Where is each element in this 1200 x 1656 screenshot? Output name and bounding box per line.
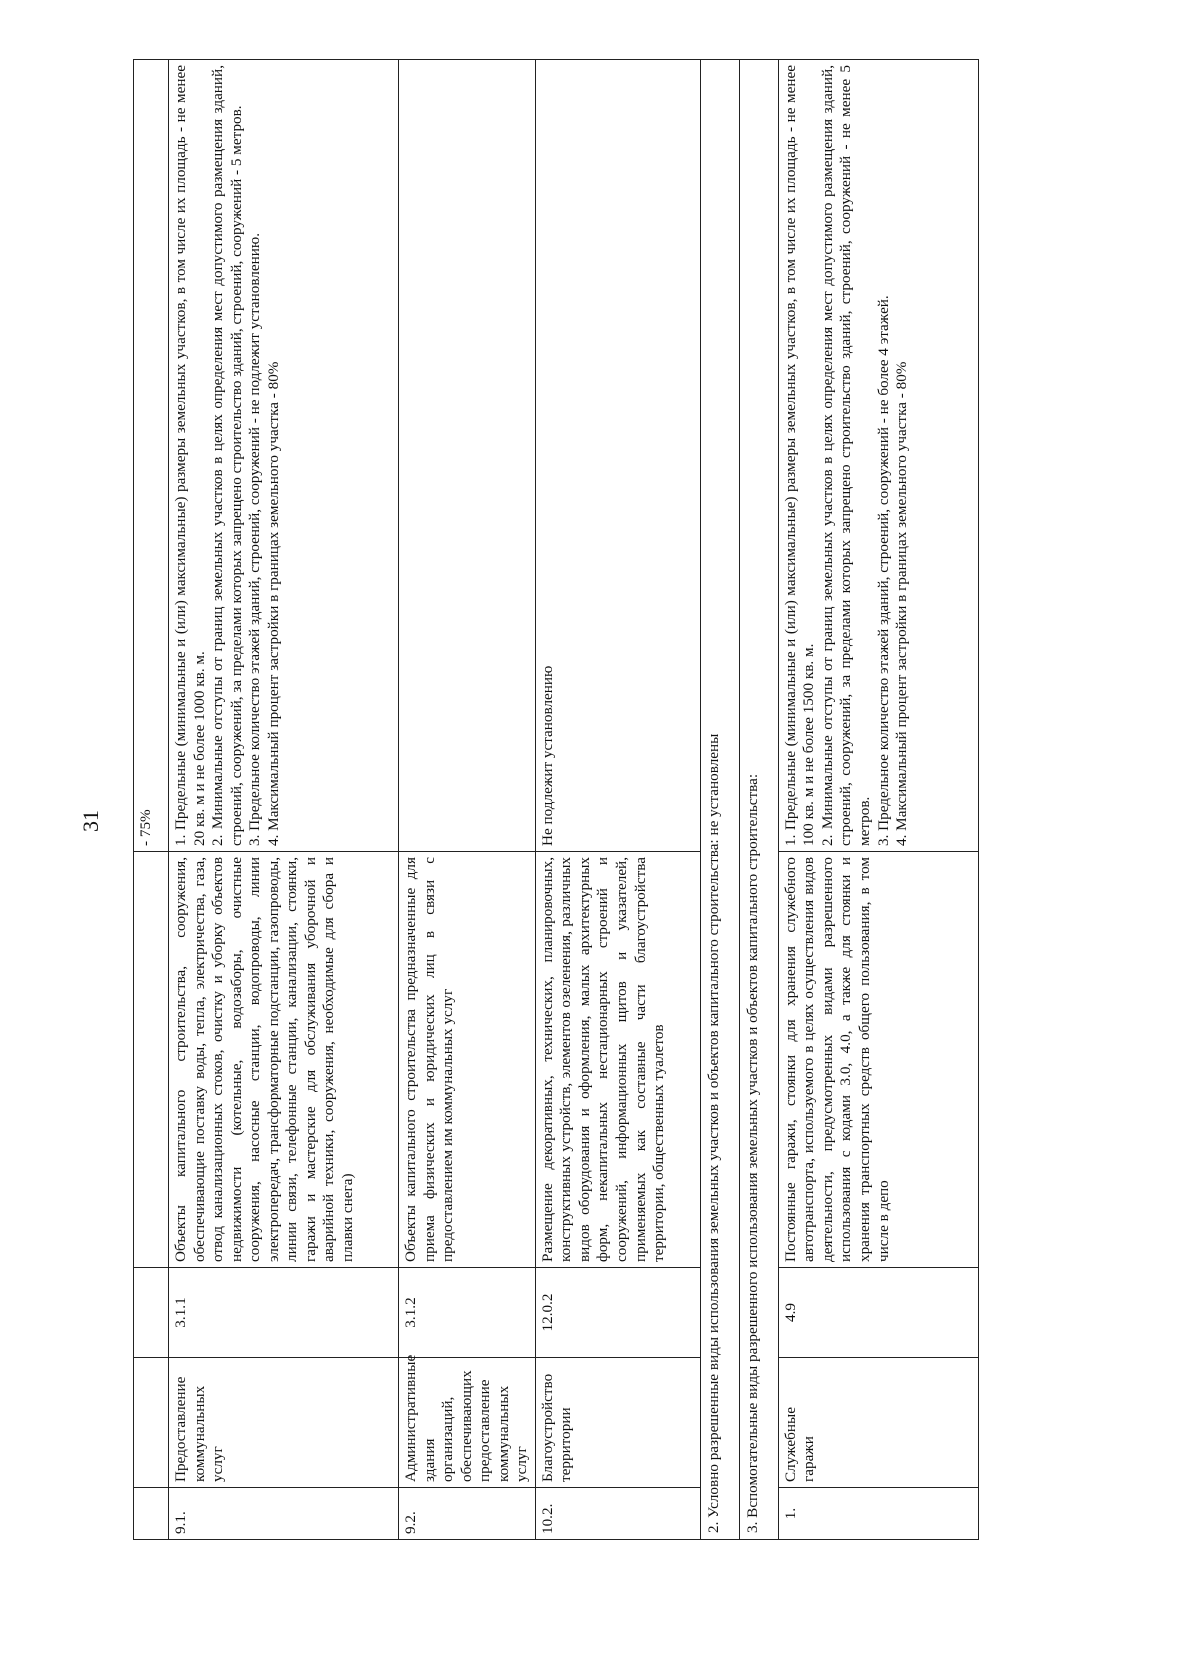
cell-code: 3.1.2 [399,1268,536,1358]
cell-name: Административные здания организаций, обеспечивающих предоставление коммунальных услуг [399,1358,536,1488]
land-use-table [133,59,979,1540]
table-row-continuation [134,60,169,1540]
cell-params: - 75% [134,60,169,852]
table-row [169,60,399,1540]
param-line: 2. Минимальные отступы от границ земельных участков в целях определения мест допустимого размещения зданий, строений, сооружений, за пределами которых запрещено строительство зданий, строений, сооружений - 5 метров. [209,65,245,846]
cell-params [169,60,399,852]
cell-num: 9.2. [399,1488,536,1540]
table-row [399,60,536,1540]
cell-name [134,1358,169,1488]
cell-code: 12.0.2 [535,1268,700,1358]
param-line: 4. Максимальный процент застройки в границах земельного участка - 80% [264,361,282,846]
section-2-heading: 2. Условно разрешенные виды использования земельных участков и объектов капитального строительства: не установлены [700,60,739,1540]
section-3-heading: 3. Вспомогательные виды разрешенного использования земельных участков и объектов капитального строительства: [739,60,778,1540]
cell-num [134,1488,169,1540]
rotated-page-content [133,60,1068,1540]
param-line: 1. Предельные (минимальные и (или) максимальные) размеры земельных участков, в том числе их площадь - не менее 100 кв. м и не более 1500 кв. м. [781,65,818,846]
cell-params [778,60,978,852]
cell-num: 1. [778,1488,978,1540]
cell-num: 9.1. [169,1488,399,1540]
cell-description: Постоянные гаражи, стоянки для хранения служебного автотранспорта, используемого в целях осуществления видов деятельности, предусмотренных видами разрешенного использования с кодами 3.0, 4.0, а также для стоянки и хранения транспортных средств общего пользования, в том числе в депо [778,852,978,1268]
param-line: 1. Предельные (минимальные и (или) максимальные) размеры земельных участков, в том числе их площадь - не менее 20 кв. м и не более 1000 кв. м. [172,65,208,846]
param-line: 3. Предельное количество этажей зданий, строений, сооружений - не более 4 этажей. [874,295,892,846]
section-row [700,60,739,1540]
cell-name: Предоставление коммунальных услуг [169,1358,399,1488]
cell-description: Объекты капитального строительства предназначенные для приема физических и юридических лиц в связи с предоставлением им коммунальных услуг [399,852,536,1268]
param-line: 4. Максимальный процент застройки в границах земельного участка - 80% [893,361,911,846]
cell-params: Не подлежит установлению [535,60,700,852]
table-row [778,60,978,1540]
param-line: 2. Минимальные отступы от границ земельных участков в целях определения мест допустимого размещения зданий, строений, сооружений, за пределами которых запрещено строительство зданий, строений, сооружений - не менее 5 метров. [818,65,874,846]
cell-num: 10.2. [535,1488,700,1540]
table-row [535,60,700,1540]
cell-code: 3.1.1 [169,1268,399,1358]
cell-description: Размещение декоративных, технических, планировочных, конструктивных устройств, элементов озеленения, различных видов оборудования и оформления, малых архитектурных форм, некапитальных нестационарных строений и сооружений, информационных щитов и указателей, применяемых как составные части благоустройства территории, общественных туалетов [535,852,700,1268]
cell-name: Благоустройство территории [535,1358,700,1488]
cell-params [399,60,536,852]
section-row [739,60,778,1540]
cell-description [134,852,169,1268]
cell-code [134,1268,169,1358]
cell-description: Объекты капитального строительства, сооружения, обеспечивающие поставку воды, тепла, электричества, газа, отвод канализационных стоков, очистку и уборку объектов недвижимости (котельные, водозаборы, очистные сооружения, насосные станции, водопроводы, линии электропередач, трансформаторные подстанции, газопроводы, линии связи, телефонные станции, канализации, стоянки, гаражи и мастерские для обслуживания уборочной и аварийной техники, сооружения, необходимые для сбора и плавки снега) [169,852,399,1268]
page-number: 31 [78,810,103,832]
param-line: 3. Предельное количество этажей зданий, строений, сооружений - не подлежит установлению. [246,232,264,846]
cell-name: Служебные гаражи [778,1358,978,1488]
cell-code: 4.9 [778,1268,978,1358]
